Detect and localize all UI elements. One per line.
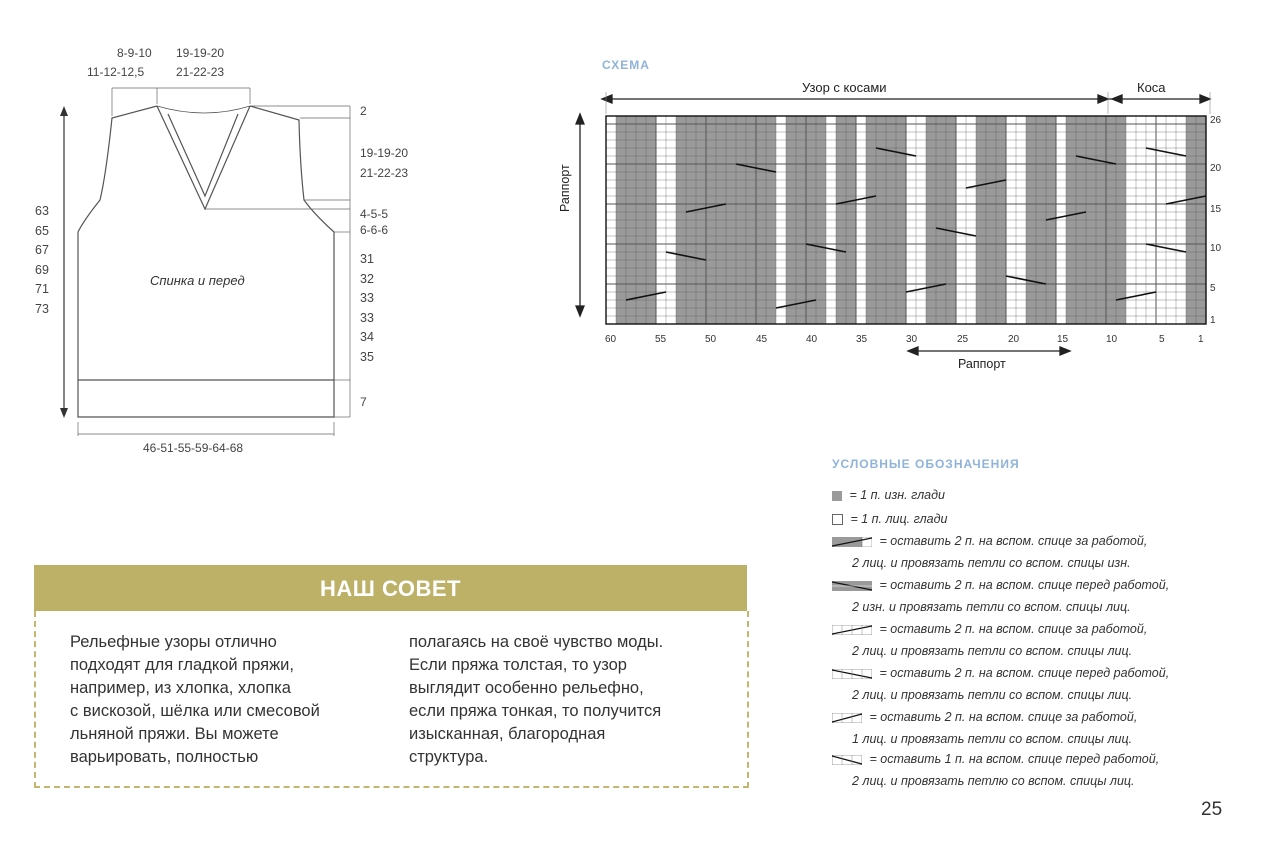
row-label: 26 xyxy=(1210,115,1222,126)
legend-item: = 1 п. изн. глади xyxy=(832,485,945,505)
pattern-label: Узор с косами xyxy=(802,80,887,95)
legend-item: = оставить 2 п. на вспом. спице за работой, 1 лиц. и провязать петли со вспом. спицы лиц. xyxy=(832,706,1137,750)
dim-armhole-depth: 6-6-6 xyxy=(360,223,389,237)
body-height-values: 31 32 33 33 34 35 xyxy=(360,252,374,364)
legend-item: = 1 п. лиц. глади xyxy=(832,509,948,529)
col-label: 55 xyxy=(655,334,667,345)
schema-title: СХЕМА xyxy=(602,58,650,72)
legend-title: УСЛОВНЫЕ ОБОЗНАЧЕНИЯ xyxy=(832,457,1020,471)
cable-symbol-icon xyxy=(832,755,862,765)
neck-width-a: 8-9-10 xyxy=(117,46,152,60)
col-label: 5 xyxy=(1159,334,1165,345)
col-label: 60 xyxy=(605,334,617,345)
row-label: 5 xyxy=(1210,283,1216,294)
advice-header xyxy=(34,565,747,611)
bottom-rapport-label: Раппорт xyxy=(958,357,1006,371)
advice-title: НАШ СОВЕТ xyxy=(320,576,461,601)
row-label: 20 xyxy=(1210,163,1222,174)
purl-swatch xyxy=(832,491,842,501)
col-label: 20 xyxy=(1008,334,1020,345)
cable-symbol-icon xyxy=(832,713,862,723)
legend-item: = оставить 2 п. на вспом. спице за работой, 2 лиц. и провязать петли со вспом. спицы изн. xyxy=(832,530,1147,574)
cable-symbol-icon xyxy=(832,669,872,679)
col-label: 35 xyxy=(856,334,868,345)
cable-symbol-icon xyxy=(832,581,872,591)
legend-item: = оставить 2 п. на вспом. спице за работой, 2 лиц. и провязать петли со вспом. спицы лиц. xyxy=(832,618,1147,662)
cable-symbol-icon xyxy=(832,625,872,635)
page-number: 25 xyxy=(1201,799,1223,820)
legend-item: = оставить 1 п. на вспом. спице перед работой, 2 лиц. и провязать петлю со вспом. спицы лиц. xyxy=(832,748,1159,792)
col-label: 45 xyxy=(756,334,768,345)
col-label: 1 xyxy=(1198,334,1204,345)
shoulder-width-a: 19-19-20 xyxy=(176,46,225,60)
col-label: 50 xyxy=(705,334,717,345)
side-rapport-label: Раппорт xyxy=(558,164,572,212)
advice-text-col2: полагаясь на своё чувство моды. Если пряжа толстая, то узор выглядит особенно рельефно, если пряжа тонкая, то получится изысканная, благородная структура. xyxy=(409,633,664,766)
col-label: 30 xyxy=(906,334,918,345)
knit-swatch xyxy=(832,514,843,525)
vest-outline xyxy=(0,0,460,470)
col-label: 40 xyxy=(806,334,818,345)
dim-armhole-a: 19-19-20 xyxy=(360,146,409,160)
cable-label: Коса xyxy=(1137,80,1166,95)
height-values: 63 65 67 69 71 73 xyxy=(35,204,49,316)
vest-label: Спинка и перед xyxy=(150,273,245,288)
dim-armhole-b: 21-22-23 xyxy=(360,166,409,180)
row-label: 15 xyxy=(1210,204,1222,215)
cable-symbol-icon xyxy=(832,537,872,547)
dim-top: 2 xyxy=(360,104,367,118)
width-values: 46-51-55-59-64-68 xyxy=(143,441,244,455)
chart-svg xyxy=(540,76,1240,386)
legend-item: = оставить 2 п. на вспом. спице перед работой, 2 лиц. и провязать петли со вспом. спицы лиц. xyxy=(832,662,1169,706)
legend-item: = оставить 2 п. на вспом. спице перед работой, 2 изн. и провязать петли со вспом. спицы лиц. xyxy=(832,574,1169,618)
advice-text-col1: Рельефные узоры отлично подходят для гладкой пряжи, например, из хлопка, хлопка с вискозой, шёлка или смесовой льняной пряжи. Вы можете варьировать, полностью xyxy=(70,633,320,766)
row-label: 10 xyxy=(1210,243,1222,254)
dim-rib: 7 xyxy=(360,395,367,409)
neck-width-b: 11-12-12,5 xyxy=(87,65,145,79)
col-label: 25 xyxy=(957,334,969,345)
shoulder-width-b: 21-22-23 xyxy=(176,65,225,79)
row-label: 1 xyxy=(1210,315,1216,326)
advice-box xyxy=(34,611,749,788)
dim-neck-depth: 4-5-5 xyxy=(360,207,389,221)
col-label: 15 xyxy=(1057,334,1069,345)
col-label: 10 xyxy=(1106,334,1118,345)
